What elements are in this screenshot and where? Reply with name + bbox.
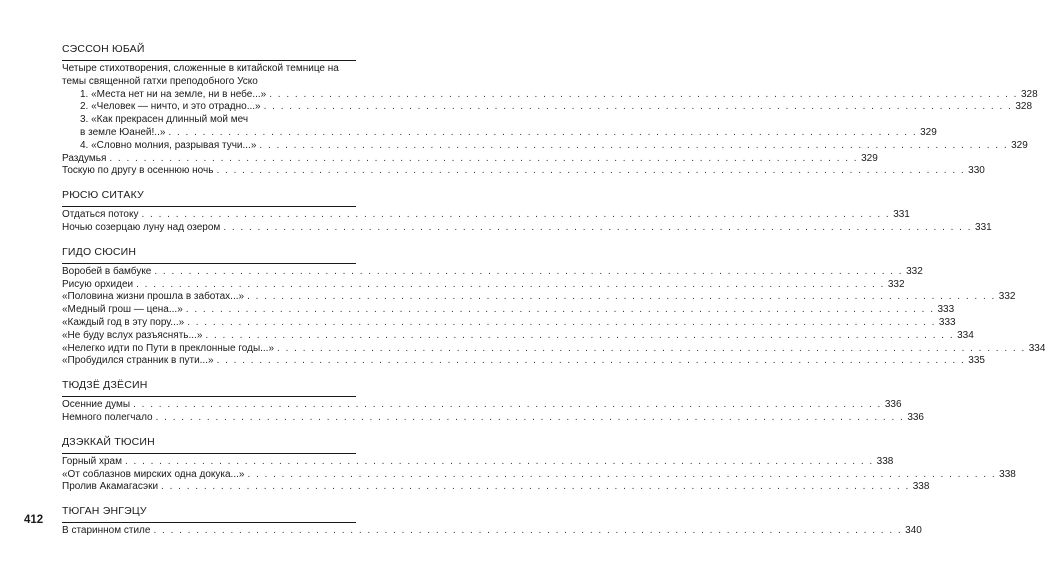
toc-entry[interactable] [62, 209, 910, 222]
toc-entry-title: Отдаться потоку [62, 209, 139, 221]
page-number: 412 [24, 514, 44, 526]
toc-entry-title: «Не буду вслух разъяснять...» [62, 329, 203, 341]
toc-entry-page: 335 [968, 355, 985, 367]
dot-leader [223, 222, 972, 235]
toc-entry-title: Раздумья [62, 152, 107, 164]
toc-entry-title: В старинном стиле [62, 525, 151, 537]
dot-leader [109, 153, 858, 166]
author-heading: РЮСЮ СИТАКУ [62, 188, 356, 207]
toc-entry-page: 328 [1015, 101, 1033, 113]
toc-entry-page: 332 [998, 291, 1016, 303]
author-heading: ТЮДЗЁ ДЗЁСИН [62, 378, 356, 397]
toc-entry-page: 338 [876, 455, 894, 467]
toc-entry-title: Рисую орхидеи [62, 278, 134, 290]
dot-leader [205, 330, 954, 343]
dot-leader [217, 355, 966, 368]
dot-leader [141, 209, 890, 222]
toc-entry-title: Немного полегчало [62, 411, 153, 423]
dot-leader [277, 343, 1026, 356]
toc-section [62, 188, 992, 235]
dot-leader [269, 89, 1018, 102]
toc-entry-page: 332 [887, 278, 905, 290]
toc-entry-title: «Каждый год в эту пору...» [62, 316, 185, 328]
toc-section [62, 504, 922, 538]
toc-entry[interactable] [62, 304, 955, 317]
dot-leader [264, 101, 1013, 114]
toc-entry-page: 333 [938, 316, 956, 328]
toc-entry[interactable] [62, 455, 894, 469]
toc-entry-page: 330 [968, 165, 985, 177]
dot-leader [247, 469, 996, 482]
toc-entry-title: 2. «Человек — ничто, и это отрадно...» [80, 101, 261, 113]
toc-entry[interactable] [62, 152, 878, 166]
dot-leader [216, 165, 965, 178]
toc-entry-title: Воробей в бамбуке [62, 265, 152, 277]
toc-entry-page: 336 [884, 399, 902, 411]
toc-entry[interactable] [62, 291, 1016, 304]
dot-leader [154, 266, 903, 279]
dot-leader [187, 317, 936, 330]
toc-entry-page: 328 [1020, 88, 1038, 100]
toc-section [62, 435, 1016, 494]
dot-leader [259, 140, 1008, 153]
toc-entry[interactable] [62, 481, 930, 494]
table-of-contents [62, 42, 1045, 548]
toc-entry-page: 334 [1028, 342, 1045, 354]
author-heading: ДЗЭККАЙ ТЮСИН [62, 435, 356, 454]
toc-entry-title: «Пробудился странник в пути...» [62, 355, 214, 367]
toc-entry-title: «Нелегко идти по Пути в преклонные годы...» [62, 342, 275, 354]
toc-entry-page: 336 [907, 411, 924, 423]
toc-entry[interactable] [62, 525, 922, 538]
toc-section [62, 378, 924, 425]
toc-entry-page: 331 [893, 209, 910, 221]
dot-leader [133, 399, 882, 412]
toc-entry[interactable] [62, 329, 974, 343]
toc-entry[interactable] [62, 342, 1045, 356]
toc-entry[interactable] [62, 139, 1028, 153]
toc-entry-title: 4. «Словно молния, разрывая тучи...» [80, 139, 257, 151]
toc-entry-title: «От соблазнов мирских одна докука...» [62, 468, 245, 480]
toc-entry-title: Ночью созерцаю луну над озером [62, 221, 221, 233]
dot-leader [161, 481, 910, 494]
toc-entry[interactable] [62, 399, 902, 412]
toc-entry-title: 1. «Места нет ни на земле, ни в небе...» [80, 88, 267, 100]
toc-section [62, 245, 1045, 368]
dot-leader [186, 304, 935, 317]
author-heading: СЭССОН ЮБАЙ [62, 42, 356, 61]
toc-entry-title: Пролив Акамагасэки [62, 481, 159, 493]
dot-leader [125, 456, 874, 469]
toc-entry[interactable] [62, 316, 956, 330]
dot-leader [153, 525, 902, 538]
toc-entry-page: 338 [999, 468, 1016, 480]
toc-entry-title: Осенние думы [62, 399, 131, 411]
toc-entry-page: 332 [906, 265, 923, 277]
toc-entry[interactable] [62, 101, 1033, 114]
toc-entry[interactable] [62, 278, 905, 292]
author-heading: ГИДО СЮСИН [62, 245, 356, 264]
author-heading: ТЮГАН ЭНГЭЦУ [62, 504, 356, 523]
dot-leader [156, 412, 905, 425]
dot-leader [168, 127, 917, 140]
toc-entry-page: 329 [920, 126, 937, 138]
dot-leader [247, 291, 996, 304]
dot-leader [136, 279, 885, 292]
toc-entry-page: 340 [905, 525, 922, 537]
toc-entry[interactable] [62, 355, 985, 368]
toc-group-title: 3. «Как прекрасен длинный мой меч [80, 114, 249, 126]
toc-entry-page: 333 [937, 304, 955, 316]
toc-entry-title: «Половина жизни прошла в заботах...» [62, 291, 245, 303]
toc-entry[interactable] [62, 265, 923, 279]
toc-entry[interactable] [62, 221, 992, 235]
toc-entry-page: 329 [1011, 139, 1028, 151]
toc-entry-title: Тоскую по другу в осеннюю ночь [62, 165, 214, 177]
toc-entry[interactable] [62, 468, 1016, 482]
toc-entry-page: 329 [861, 152, 878, 164]
toc-entry-page: 334 [957, 329, 974, 341]
toc-entry-title: Горный храм [62, 455, 122, 467]
toc-entry[interactable] [62, 126, 937, 140]
toc-entry-title: «Медный грош — цена...» [62, 304, 183, 316]
toc-entry[interactable] [62, 165, 985, 178]
toc-section [62, 42, 1038, 178]
toc-entry-title: в земле Юаней!..» [80, 126, 166, 138]
toc-entry[interactable] [62, 411, 924, 425]
toc-entry-page: 331 [975, 221, 992, 233]
toc-entry-page: 338 [912, 481, 930, 493]
toc-group-title: Четыре стихотворения, сложенные в китайской темнице на темы священной гатхи преподобного Уско [62, 63, 339, 87]
toc-entry[interactable] [62, 88, 1038, 102]
